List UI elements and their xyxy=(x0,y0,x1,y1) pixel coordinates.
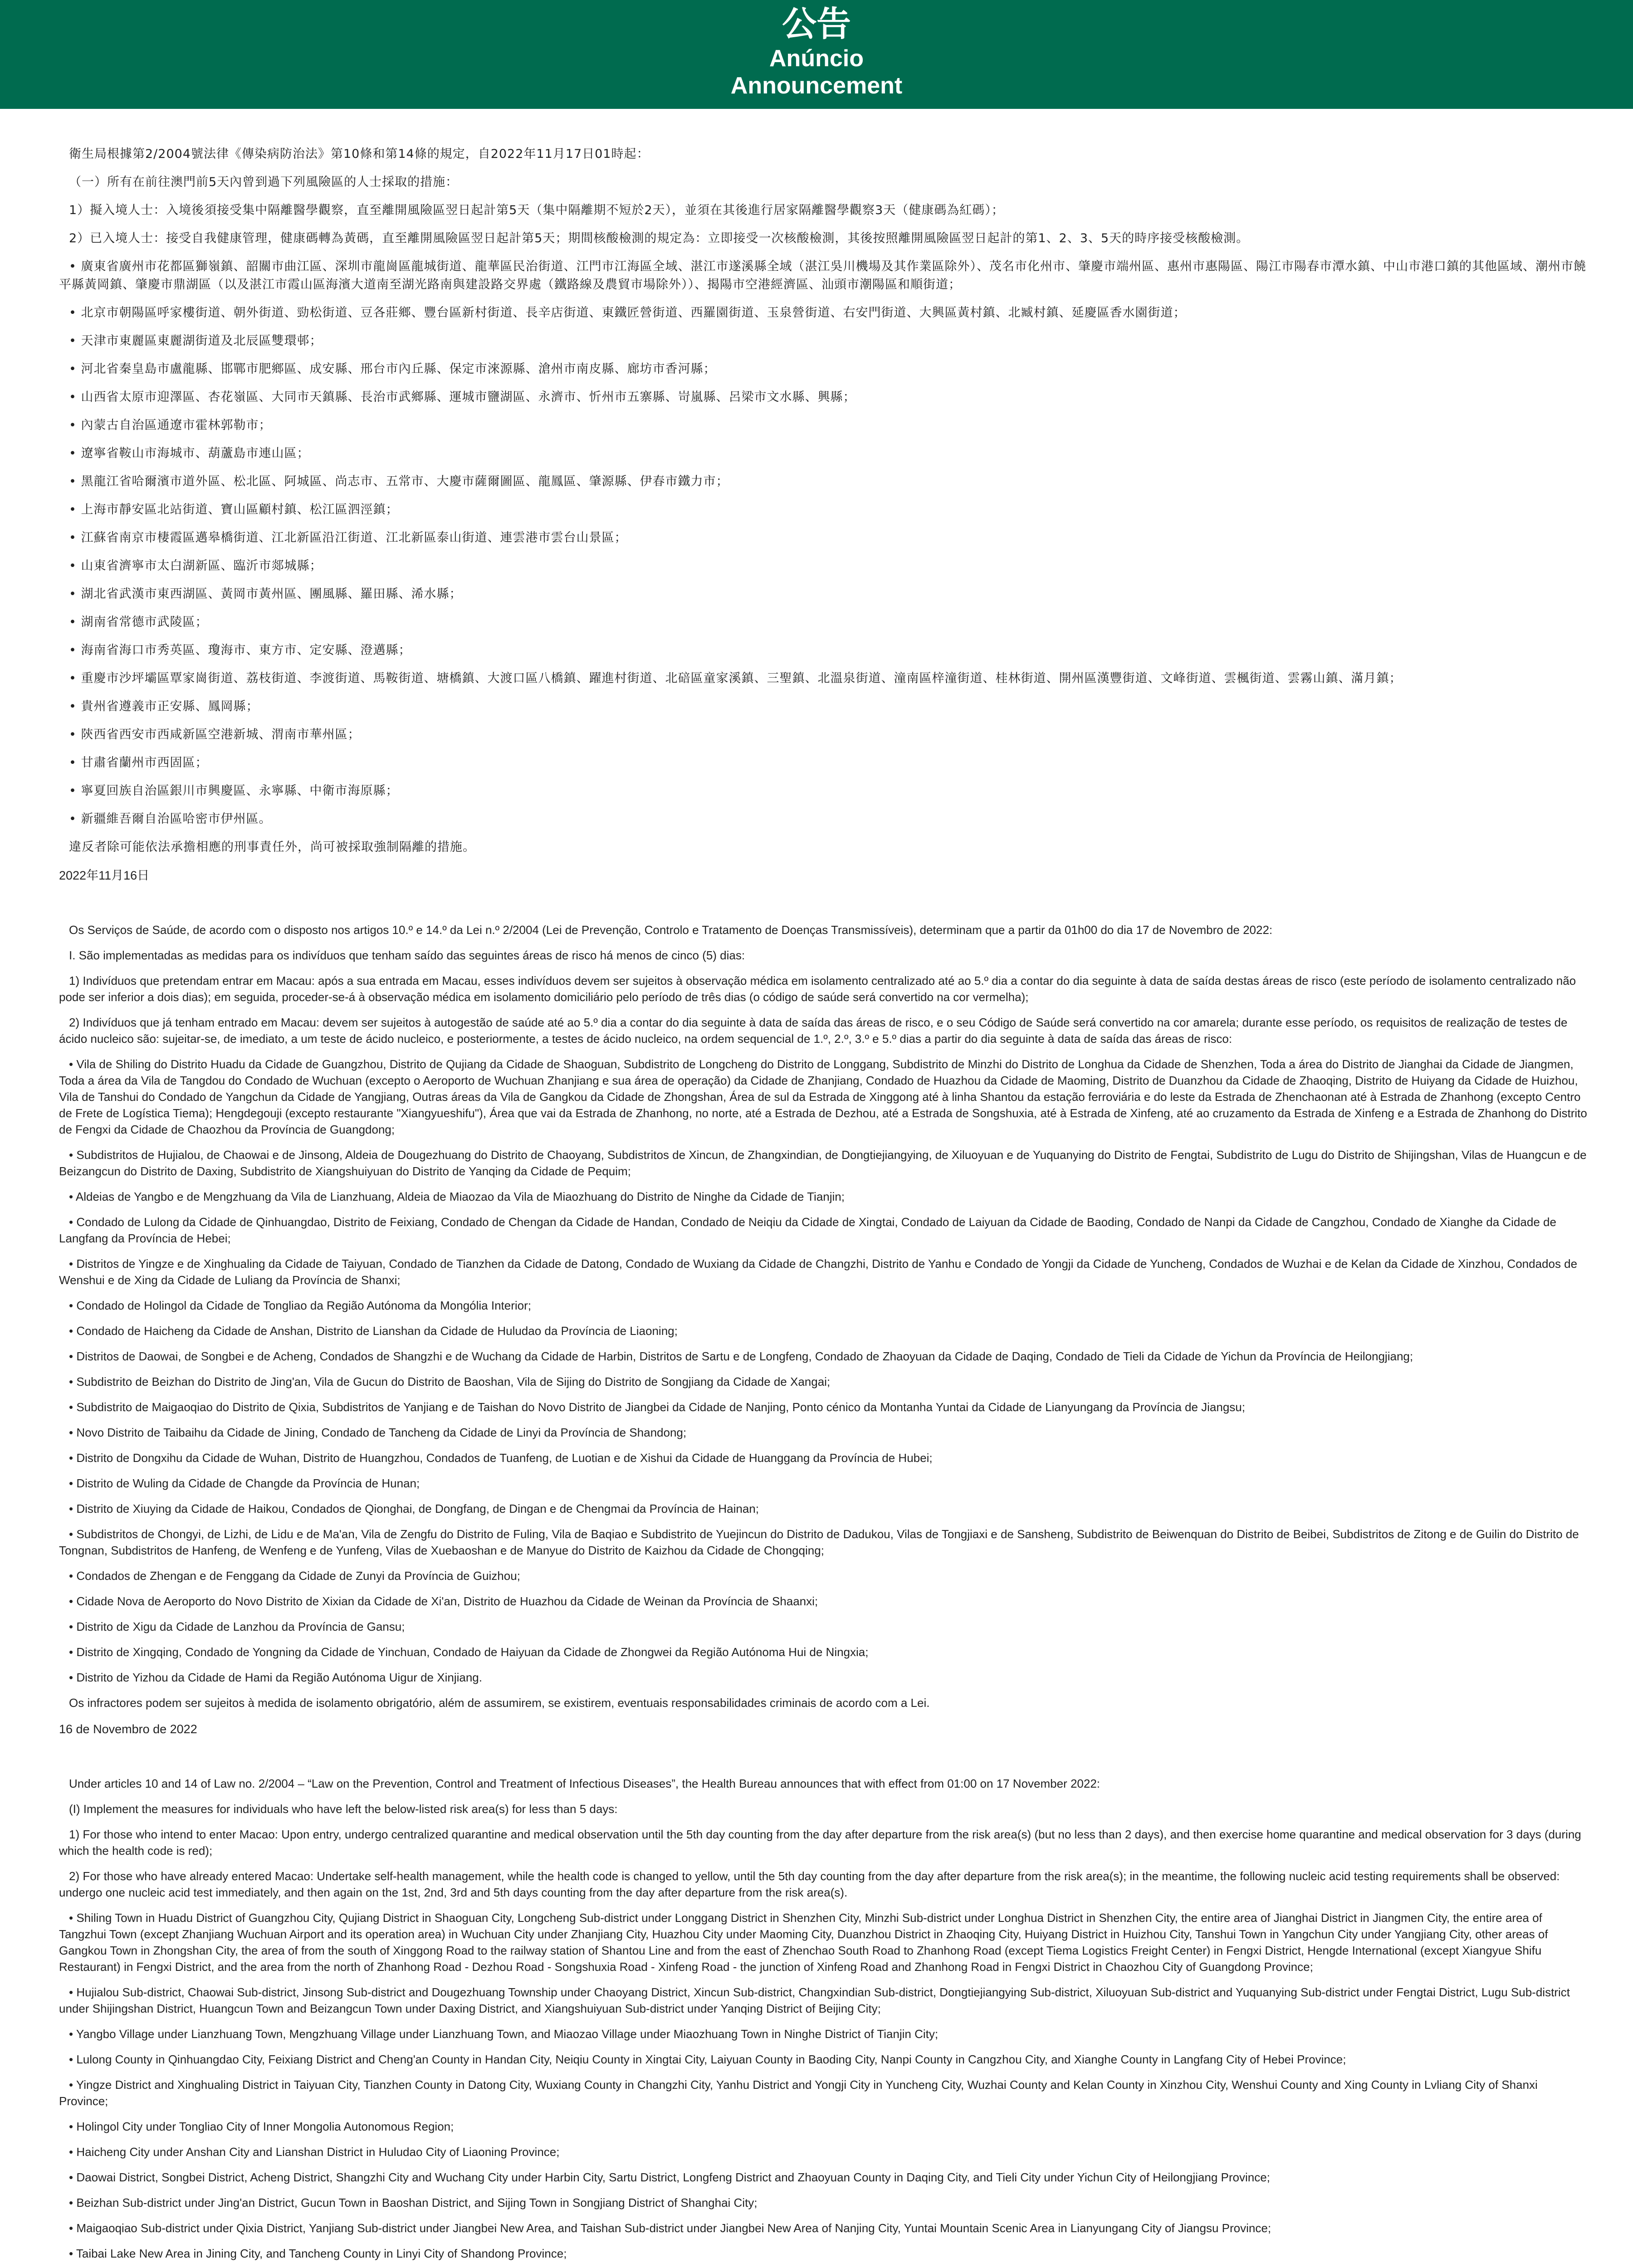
portuguese-section xyxy=(59,922,1588,1711)
en-paragraph: 1) For those who intend to enter Macao: Upon entry, undergo centralized quarantine and medical observation until the 5th day counting from the day after departure from the risk area(s) (but no less than 2 days), and then exercise home quarantine and medical observation for 3 days (during which the health code is red); xyxy=(59,1828,1581,1857)
pt-bullet-item: • Subdistrito de Maigaoqiao do Distrito de Qixia, Subdistritos de Yanjiang e de Taishan do Novo Distrito de Jiangbei da Cidade de Nanjing, Ponto cénico da Montanha Yuntai da Cidade de Lianyungang da Província de Jiangsu; xyxy=(69,1400,1245,1414)
en-bullet-item: • Haicheng City under Anshan City and Lianshan District in Huludao City of Liaoning Province; xyxy=(69,2145,560,2159)
pt-paragraph: I. São implementadas as medidas para os indivíduos que tenham saído das seguintes áreas de risco há menos de cinco (5) dias: xyxy=(69,948,745,962)
zh-bullet-item: • 山東省濟寧市太白湖新區、臨沂市郯城縣； xyxy=(69,559,323,573)
en-bullet-item: • Yingze District and Xinghualing District in Taiyuan City, Tianzhen County in Datong City, Wuxiang County in Changzhi City, Yanhu District and Yongji City in Yuncheng City, Wuzhai County and Kelan County in Xinzhou City, Wenshui County and Xing County in Lvliang City of Shanxi Province; xyxy=(59,2078,1538,2108)
chinese-date: 2022年11月16日 xyxy=(59,869,150,882)
zh-bullet-item: • 天津市東麗區東麗湖街道及北辰區雙環邨； xyxy=(69,334,323,348)
zh-bullet-item: • 遼寧省鞍山市海城市、葫蘆島市連山區； xyxy=(69,446,310,460)
en-paragraph: (I) Implement the measures for individuals who have left the below-listed risk area(s) for less than 5 days: xyxy=(69,1802,618,1816)
zh-bullet-item: • 陝西省西安市西咸新區空港新城、渭南市華州區； xyxy=(69,728,361,742)
portuguese-date: 16 de Novembro de 2022 xyxy=(59,1722,197,1736)
pt-bullet-item: • Condado de Lulong da Cidade de Qinhuangdao, Distrito de Feixiang, Condado de Chengan da Cidade de Handan, Condado de Neiqiu da Cidade de Xingtai, Condado de Laiyuan da Cidade de Baoding, Condado de Nanpi da Cidade de Cangzhou, Condado de Xianghe da Cidade de Langfang da Província de Hebei; xyxy=(59,1215,1556,1245)
en-bullet-item: • Taibai Lake New Area in Jining City, and Tancheng County in Linyi City of Shandong Province; xyxy=(69,2247,567,2260)
zh-bullet-item: • 甘肅省蘭州市西固區； xyxy=(69,756,208,770)
pt-bullet-item: • Distritos de Yingze e de Xinghualing da Cidade de Taiyuan, Condado de Tianzhen da Cidade de Datong, Condado de Wuxiang da Cidade de Changzhi, Distrito de Yanhu e Condado de Yongji da Cidade de Yuncheng, Condados de Wuzhai e de Kelan da Cidade de Xinzhou, Condados de Wenshui e de Xing da Cidade de Luliang da Província de Shanxi; xyxy=(59,1257,1578,1287)
header-banner xyxy=(0,0,1633,109)
zh-bullet-item: • 河北省秦皇島市盧龍縣、邯鄲市肥鄉區、成安縣、邢台市內丘縣、保定市淶源縣、滄州市南皮縣、廊坊市香河縣； xyxy=(69,362,716,376)
pt-paragraph: 2) Indivíduos que já tenham entrado em Macau: devem ser sujeitos à autogestão de saúde até ao 5.º dia a contar do dia seguinte à data de saída das áreas de risco, e o seu Código de Saúde será convertido na cor amarela; durante esse período, os requisitos de realização de testes de ácido nucleico são: sujeitar-se, de imediato, a um teste de ácido nucleico, e posteriormente, a testes de ácido nucleico, na ordem sequencial de 1.º, 2.º, 3.º e 5.º dias a partir do dia seguinte à data de saída das áreas de risco: xyxy=(59,1016,1568,1046)
en-bullet-item: • Maigaoqiao Sub-district under Qixia District, Yanjiang Sub-district under Jiangbei New Area, and Taishan Sub-district under Jiangbei New Area of Nanjing City, Yuntai Mountain Scenic Area in Lianyungang City of Jiangsu Province; xyxy=(69,2221,1271,2235)
en-paragraph: 2) For those who have already entered Macao: Undertake self-health management, while the health code is changed to yellow, until the 5th day counting from the day after departure from the risk area(s); in the meantime, the following nucleic acid testing requirements shall be observed: undergo one nucleic acid test immediately, and then again on the 1st, 2nd, 3rd and 5th days counting from the day after departure from the risk area(s). xyxy=(59,1869,1560,1899)
pt-bullet-item: • Aldeias de Yangbo e de Mengzhuang da Vila de Lianzhuang, Aldeia de Miaozao da Vila de Miaozhuang do Distrito de Ninghe da Cidade de Tianjin; xyxy=(69,1190,845,1203)
pt-bullet-item: • Distrito de Xiuying da Cidade de Haikou, Condados de Qionghai, de Dongfang, de Dingan e de Chengmai da Província de Hainan; xyxy=(69,1502,759,1515)
zh-paragraph: （一）所有在前往澳門前5天內曾到過下列風險區的人士採取的措施： xyxy=(69,175,459,189)
pt-paragraph: 1) Indivíduos que pretendam entrar em Macau: após a sua entrada em Macau, esses indivíduos devem ser sujeitos à observação médica em isolamento centralizado até ao 5.º dia a contar do dia seguinte à data de saída destas áreas de risco (este período de isolamento centralizado não pode ser inferior a dois dias); em seguida, proceder-se-á à observação médica em isolamento domiciliário pelo período de três dias (o código de saúde será convertido na cor vermelha); xyxy=(59,974,1576,1004)
pt-bullet-item: • Distritos de Daowai, de Songbei e de Acheng, Condados de Shangzhi e de Wuchang da Cidade de Harbin, Distritos de Sartu e de Longfeng, Condado de Zhaoyuan da Cidade de Daqing, Condado de Tieli da Cidade de Yichun da Província de Heilongjiang; xyxy=(69,1349,1413,1363)
pt-bullet-item: • Condado de Holingol da Cidade de Tongliao da Região Autónoma da Mongólia Interior; xyxy=(69,1299,532,1312)
pt-bullet-item: • Distrito de Xigu da Cidade de Lanzhou da Província de Gansu; xyxy=(69,1620,405,1633)
title-english: Announcement xyxy=(730,73,903,99)
pt-bullet-item: • Subdistritos de Hujialou, de Chaowai e de Jinsong, Aldeia de Dougezhuang do Distrito de Chaoyang, Subdistritos de Xincun, de Zhangxindian, de Dongtiejiangying, de Xiluoyuan e de Yuquanying do Distrito de Fengtai, Subdistrito de Lugu do Distrito de Shijingshan, Vilas de Huangcun e de Beizangcun do Distrito de Daxing, Subdistrito de Xiangshuiyuan do Distrito de Yanqing da Cidade de Pequim; xyxy=(59,1148,1587,1178)
zh-bullet-item: • 湖北省武漢市東西湖區、黃岡市黃州區、團風縣、羅田縣、浠水縣； xyxy=(69,587,462,601)
pt-bullet-item: • Condados de Zhengan e de Fenggang da Cidade de Zunyi da Província de Guizhou; xyxy=(69,1569,520,1583)
pt-bullet-item: • Novo Distrito de Taibaihu da Cidade de Jining, Condado de Tancheng da Cidade de Linyi da Província de Shandong; xyxy=(69,1426,687,1439)
en-bullet-item: • Lulong County in Qinhuangdao City, Feixiang District and Cheng'an County in Handan City, Neiqiu County in Xingtai City, Laiyuan County in Baoding City, Nanpi County in Cangzhou City, and Xianghe County in Langfang City of Hebei Province; xyxy=(69,2053,1346,2066)
zh-bullet-item: • 湖南省常德市武陵區； xyxy=(69,615,208,629)
pt-bullet-item: • Distrito de Xingqing, Condado de Yongning da Cidade de Yinchuan, Condado de Haiyuan da Cidade de Zhongwei da Região Autónoma Hui de Ningxia; xyxy=(69,1645,869,1659)
zh-bullet-item: • 寧夏回族自治區銀川市興慶區、永寧縣、中衛市海原縣； xyxy=(69,784,399,798)
en-bullet-item: • Beizhan Sub-district under Jing'an District, Gucun Town in Baoshan District, and Sijing Town in Songjiang District of Shanghai City; xyxy=(69,2196,758,2209)
en-bullet-item: • Shiling Town in Huadu District of Guangzhou City, Qujiang District in Shaoguan City, Longcheng Sub-district under Longgang District in Shenzhen City, Minzhi Sub-district under Longhua District in Shenzhen City, the entire area of Jianghai District in Jiangmen City, the entire area of Tangzhui Town (except Zhanjiang Wuchuan Airport and its operation area) in Wuchuan City under Zhanjiang City, Huazhou City under Maoming City, Duanzhou District in Zhaoqing City, Huiyang District in Huizhou City, Tanshui Town in Yangchun City under Yangjiang City, other areas of Gangkou Town in Zhongshan City, the area of from the south of Xinggong Road to the railway station of Shantou Line and from the east of Zhenchao South Road to Zhanhong Road (except Tiema Logistics Freight Center) in Fengxi District, Hengde International (except Xiangyue Shifu Restaurant) in Fengxi District, and the area from the north of Zhanhong Road - Dezhou Road - Songshuxia Road - Xinfeng Road - the junction of Xinfeng Road and Zhanhong Road in Fengxi District in Chaozhou City of Guangdong Province; xyxy=(59,1911,1548,1974)
zh-paragraph: 衛生局根據第2/2004號法律《傳染病防治法》第10條和第14條的規定，自2022年11月17日01時起： xyxy=(69,147,650,161)
pt-bullet-item: • Distrito de Yizhou da Cidade de Hami da Região Autónoma Uigur de Xinjiang. xyxy=(69,1671,482,1684)
pt-paragraph: Os infractores podem ser sujeitos à medida de isolamento obrigatório, além de assumirem, se existirem, eventuais responsabilidades criminais de acordo com a Lei. xyxy=(69,1696,930,1710)
en-bullet-item: • Daowai District, Songbei District, Acheng District, Shangzhi City and Wuchang City under Harbin City, Sartu District, Longfeng District and Zhaoyuan County in Daqing City, and Tieli City under Yichun City of Heilongjiang Province; xyxy=(69,2170,1270,2184)
zh-bullet-item: • 北京市朝陽區呼家樓街道、朝外街道、勁松街道、豆各莊鄉、豐台區新村街道、長辛店街道、東鐵匠營街道、西羅園街道、玉泉營街道、右安門街道、大興區黃村鎮、北臧村鎮、延慶區香水園街道； xyxy=(69,306,1186,320)
announcement-body xyxy=(59,145,1588,2268)
zh-bullet-item: • 貴州省遵義市正安縣、鳳岡縣； xyxy=(69,699,259,714)
en-bullet-item: • Yangbo Village under Lianzhuang Town, Mengzhuang Village under Lianzhuang Town, and Miaozao Village under Miaozhuang Town in Ninghe District of Tianjin City; xyxy=(69,2027,939,2041)
pt-bullet-item: • Subdistritos de Chongyi, de Lizhi, de Lidu e de Ma'an, Vila de Zengfu do Distrito de Fuling, Vila de Baqiao e Subdistrito de Yuejincun do Distrito de Dadukou, Vilas de Tongjiaxi e de Sansheng, Subdistrito de Beiwenquan do Distrito de Beibei, Subdistritos de Zitong e de Guilin do Distrito de Tongnan, Subdistritos de Hanfeng, de Wenfeng e de Yunfeng, Vilas de Xuebaoshan e de Manyue do Distrito de Kaizhou da Cidade de Chongqing; xyxy=(59,1527,1579,1557)
english-section xyxy=(59,1775,1588,2268)
zh-bullet-item: • 新疆維吾爾自治區哈密市伊州區。 xyxy=(69,812,272,826)
zh-bullet-item: • 江蘇省南京市棲霞區邁皋橋街道、江北新區沿江街道、江北新區泰山街道、連雲港市雲台山景區； xyxy=(69,531,627,545)
zh-bullet-item: • 黑龍江省哈爾濱市道外區、松北區、阿城區、尚志市、五常市、大慶市薩爾圖區、龍鳳區、肇源縣、伊春市鐵力市； xyxy=(69,474,729,489)
pt-bullet-item: • Vila de Shiling do Distrito Huadu da Cidade de Guangzhou, Distrito de Qujiang da Cidade de Shaoguan, Subdistrito de Longcheng do Distrito de Longgang, Subdistrito de Minzhi do Distrito de Longhua da Cidade de Shenzhen, Toda a área do Distrito de Jianghai da Cidade de Jiangmen, Toda a área da Vila de Tangdou do Condado de Wuchuan (excepto o Aeroporto de Wuchuan Zhanjiang e sua área de operação) da Cidade de Zhanjiang, Condado de Huazhou da Cidade de Maoming, Distrito de Duanzhou da Cidade de Zhaoqing, Distrito de Huiyang da Cidade de Huizhou, Vila de Tanshui do Condado de Yangchun da Cidade de Yangjiang, Outras áreas da Vila de Gangkou da Cidade de Zhongshan, Área de sul da Estrada de Xinggong até à linha Shantou da estação ferroviária e do leste da Estrada de Zhenchaonan até à Estrada de Zhanhong (excepto Centro de Frete de Logística Tiema); Hengdegouji (excepto restaurante "Xiangyueshifu"), Área que vai da Estrada de Zhanhong, no norte, até a Estrada de Dezhou, até a Estrada de Songshuxia, até à Estrada de Xinfeng, até ao cruzamento da Estrada de Xinfeng e a Estrada de Zhanhong do Distrito de Fengxi da Cidade de Chaozhou da Província de Guangdong; xyxy=(59,1057,1587,1136)
zh-bullet-item: • 山西省太原市迎澤區、杏花嶺區、大同市天鎮縣、長治市武鄉縣、運城市鹽湖區、永濟市、忻州市五寨縣、岢嵐縣、呂梁市文水縣、興縣； xyxy=(69,390,856,404)
title-chinese: 公告 xyxy=(782,4,851,44)
pt-bullet-item: • Cidade Nova de Aeroporto do Novo Distrito de Xixian da Cidade de Xi'an, Distrito de Huazhou da Cidade de Weinan da Província de Shaanxi; xyxy=(69,1594,818,1608)
zh-bullet-item: • 內蒙古自治區通遼市霍林郭勒市； xyxy=(69,418,272,432)
pt-bullet-item: • Condado de Haicheng da Cidade de Anshan, Distrito de Lianshan da Cidade de Huludao da Província de Liaoning; xyxy=(69,1324,678,1338)
zh-bullet-item: • 廣東省廣州市花都區獅嶺鎮、韶關市曲江區、深圳市龍崗區龍城街道、龍華區民治街道、江門市江海區全域、湛江市遂溪縣全域（湛江吳川機場及其作業區除外）、茂名市化州市、肇慶市端州區、惠州市惠陽區、陽江市陽春市潭水鎮、中山市港口鎮的其他區域、潮州市饒平縣黃岡鎮、肇慶市鼎湖區（以及湛江市霞山區海濱大道南至湖光路南與建設路交界處（鐵路線及農貿市場除外））、揭陽市空港經濟區、汕頭市潮陽區和順街道； xyxy=(59,259,1587,292)
zh-paragraph: 違反者除可能依法承擔相應的刑事責任外，尚可被採取強制隔離的措施。 xyxy=(69,840,475,854)
pt-bullet-item: • Distrito de Dongxihu da Cidade de Wuhan, Distrito de Huangzhou, Condados de Tuanfeng, de Luotian e de Xishui da Cidade de Huanggang da Província de Hubei; xyxy=(69,1451,933,1465)
en-paragraph: Under articles 10 and 14 of Law no. 2/2004 – “Law on the Prevention, Control and Treatment of Infectious Diseases”, the Health Bureau announces that with effect from 01:00 on 17 November 2022: xyxy=(69,1777,1100,1790)
zh-bullet-item: • 上海市靜安區北站街道、寶山區顧村鎮、松江區泗涇鎮； xyxy=(69,503,399,517)
en-bullet-item: • Holingol City under Tongliao City of Inner Mongolia Autonomous Region; xyxy=(69,2120,454,2133)
title-portuguese: Anúncio xyxy=(769,45,864,72)
zh-bullet-item: • 重慶市沙坪壩區覃家崗街道、荔枝街道、李渡街道、馬鞍街道、塘橋鎮、大渡口區八橋鎮、躍進村街道、北碚區童家溪鎮、三聖鎮、北溫泉街道、潼南區梓潼街道、桂林街道、開州區漢豐街道、文峰街道、雲楓街道、雲霧山鎮、滿月鎮； xyxy=(69,671,1402,685)
zh-paragraph: 1）擬入境人士：入境後須接受集中隔離醫學觀察，直至離開風險區翌日起計第5天（集中隔離期不短於2天），並須在其後進行居家隔離醫學觀察3天（健康碼為紅碼）； xyxy=(69,203,1004,217)
chinese-section xyxy=(59,145,1588,856)
pt-paragraph: Os Serviços de Saúde, de acordo com o disposto nos artigos 10.º e 14.º da Lei n.º 2/2004 (Lei de Prevenção, Controlo e Tratamento de Doenças Transmissíveis), determinam que a partir da 01h00 do dia 17 de Novembro de 2022: xyxy=(69,923,1273,937)
pt-bullet-item: • Subdistrito de Beizhan do Distrito de Jing'an, Vila de Gucun do Distrito de Baoshan, Vila de Sijing do Distrito de Songjiang da Cidade de Xangai; xyxy=(69,1375,831,1388)
zh-paragraph: 2）已入境人士：接受自我健康管理，健康碼轉為黃碼，直至離開風險區翌日起計第5天；期間核酸檢測的規定為：立即接受一次核酸檢測，其後按照離開風險區翌日起計的第1、2、3、5天的時序接受核酸檢測。 xyxy=(69,231,1249,245)
zh-bullet-item: • 海南省海口市秀英區、瓊海市、東方市、定安縣、澄邁縣； xyxy=(69,643,411,657)
pt-bullet-item: • Distrito de Wuling da Cidade de Changde da Província de Hunan; xyxy=(69,1476,420,1490)
en-bullet-item: • Hujialou Sub-district, Chaowai Sub-district, Jinsong Sub-district and Dougezhuang Township under Chaoyang District, Xincun Sub-district, Changxindian Sub-district, Dongtiejiangying Sub-district, Xiluoyuan Sub-district and Yuquanying Sub-district under Fengtai District, Lugu Sub-district under Shijingshan District, Huangcun Town and Beizangcun Town under Daxing District, and Xiangshuiyuan Sub-district under Yanqing District of Beijing City; xyxy=(59,1985,1570,2015)
